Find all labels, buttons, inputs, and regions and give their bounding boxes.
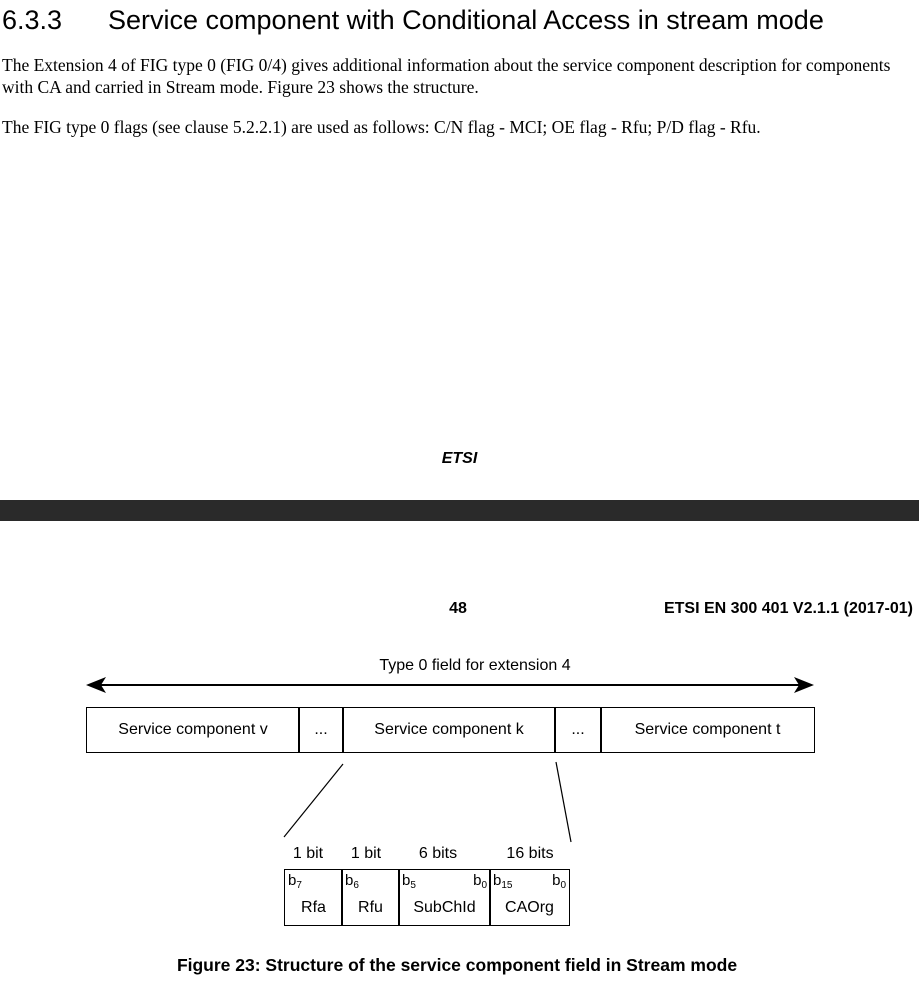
paragraph-fig-description: The Extension 4 of FIG type 0 (FIG 0/4) gives additional information about the service component description for components with CA and carried in Stream mode. Figure 23 shows the structure. <box>2 55 891 97</box>
subfield-name-rfu: Rfu <box>358 899 383 916</box>
bit-lo-subchid: $b_0$ <box>473 872 487 891</box>
bits-label-rfu: 1 bit <box>350 845 382 862</box>
section-number: 6.3.3 <box>2 5 63 35</box>
bit-hi-rfa: $b_7$ <box>288 872 302 891</box>
subfield-name-rfa: Rfa <box>301 899 326 916</box>
subfield-subchid <box>398 869 491 926</box>
component-box-v: Service component v <box>86 707 300 753</box>
component-box-k: Service component k <box>342 707 556 753</box>
figure-caption: Figure 23: Structure of the service component field in Stream mode <box>176 955 738 975</box>
page-separator <box>0 500 919 521</box>
bits-label-subchid: 6 bits <box>418 845 458 862</box>
bits-label-caorg: 16 bits <box>506 845 554 862</box>
paragraph-flags: The FIG type 0 flags (see clause 5.2.2.1) are used as follows: C/N flag - MCI; OE flag - Rfu; P/D flag - Rfu. <box>2 117 761 137</box>
page-number: 48 <box>449 600 467 617</box>
subfield-rfu <box>341 869 400 926</box>
bit-lo-caorg: $b_0$ <box>552 872 566 891</box>
subfield-name-subchid: SubChId <box>413 899 476 916</box>
subfield-caorg <box>489 869 570 926</box>
zoom-line-left <box>284 764 343 837</box>
subfield-name-caorg: CAOrg <box>505 899 554 916</box>
bit-hi-subchid: $b_5$ <box>402 872 416 891</box>
document-id: ETSI EN 300 401 V2.1.1 (2017-01) <box>663 600 913 617</box>
bit-hi-rfu: $b_6$ <box>345 872 359 891</box>
extent-arrow-left-head <box>86 677 106 693</box>
component-ellipsis-2: ... <box>554 707 602 753</box>
zoom-line-right <box>556 762 571 842</box>
page-footer-etsi: ETSI <box>441 450 478 467</box>
extent-arrow-right-head <box>794 677 814 693</box>
bits-label-rfa: 1 bit <box>292 845 324 862</box>
component-ellipsis-1: ... <box>298 707 344 753</box>
component-box-t: Service component t <box>600 707 815 753</box>
field-label: Type 0 field for extension 4 <box>379 657 571 674</box>
bit-hi-caorg: $b_{15}$ <box>493 872 513 891</box>
subfield-rfa <box>284 869 343 926</box>
section-title: Service component with Conditional Access in stream mode <box>108 5 824 35</box>
